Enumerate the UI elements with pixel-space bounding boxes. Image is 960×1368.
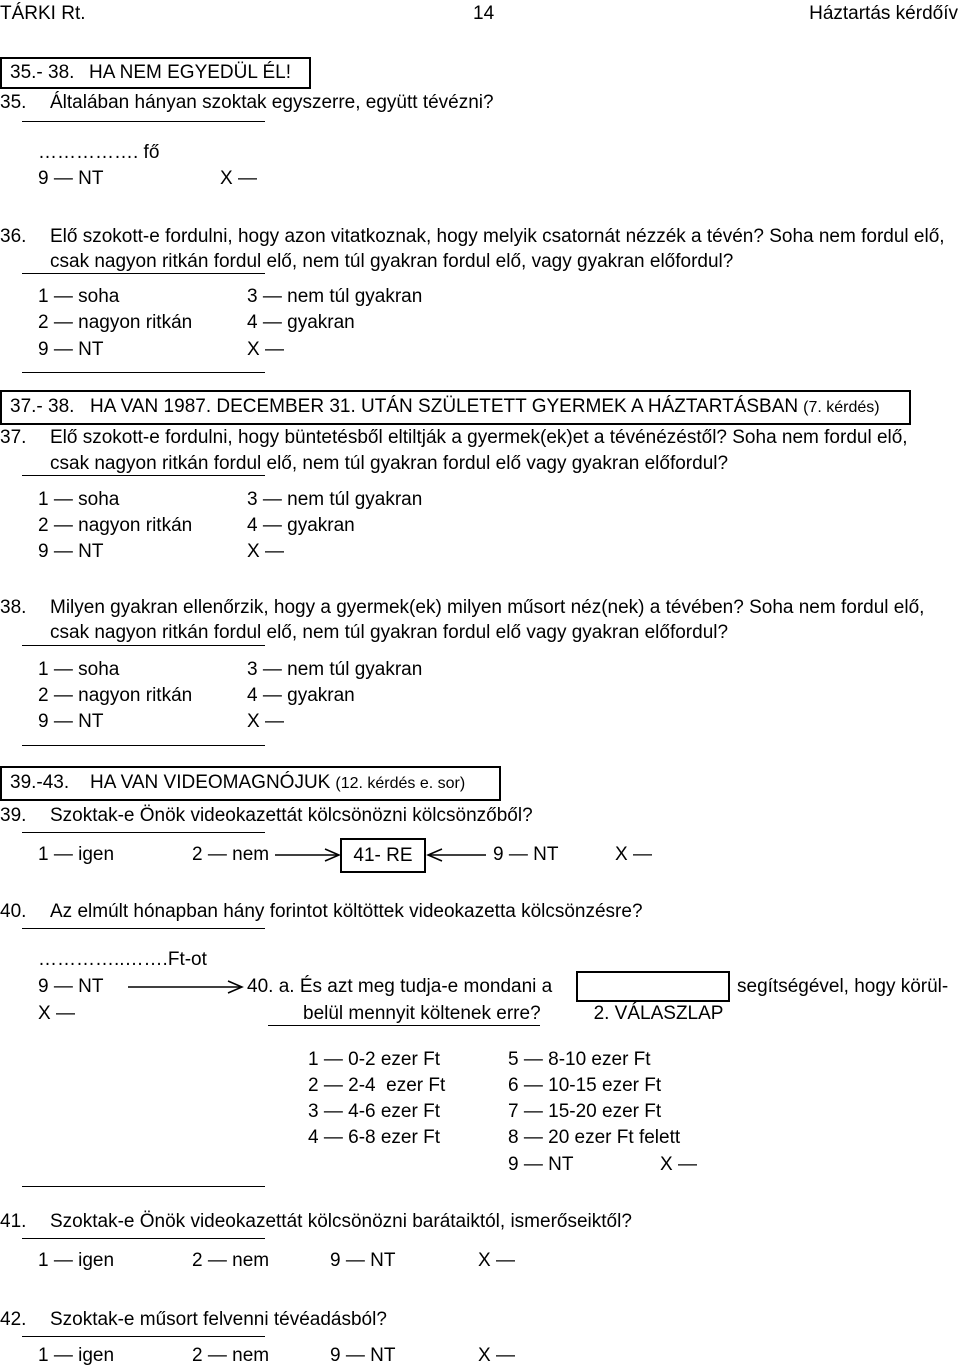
filter-condition-group <box>90 396 880 419</box>
question-divider <box>22 273 265 274</box>
answer-option: 1 — soha <box>38 659 120 680</box>
question-divider <box>22 475 265 476</box>
answer-option: 7 — 15-20 ezer Ft <box>508 1101 662 1122</box>
answer-option: 3 — nem túl gyakran <box>247 286 423 307</box>
answer-option: X — <box>478 1345 515 1366</box>
question-number: 40. <box>0 901 27 922</box>
answer-option: 1 — soha <box>38 286 120 307</box>
answer-option: 8 — 20 ezer Ft felett <box>508 1127 681 1148</box>
answer-option: 4 — 6-8 ezer Ft <box>308 1127 440 1148</box>
section-divider <box>22 1186 265 1187</box>
filter-box-39-43 <box>0 766 501 801</box>
question-text-line: Elő szokott-e fordulni, hogy büntetésből eltiltják a gyermek(ek)et a tévénézéstől? Soha nem fordul elő, <box>50 427 908 448</box>
answer-blank: ……………. fő <box>38 142 160 163</box>
question-divider <box>22 928 265 929</box>
answer-option: 2 — nem <box>192 1345 270 1366</box>
answer-option: 2 — nem <box>192 1250 270 1271</box>
answer-option: X — <box>615 844 652 865</box>
filter-condition: HA VAN 1987. DECEMBER 31. UTÁN SZÜLETETT GYERMEK A HÁZTARTÁSBAN <box>90 396 799 417</box>
filter-range: 35.- 38. <box>10 62 75 83</box>
answer-option: 3 — nem túl gyakran <box>247 659 423 680</box>
filter-range: 37.- 38. <box>10 396 75 417</box>
answer-option: 1 — soha <box>38 489 120 510</box>
answer-option: 1 — igen <box>38 1250 115 1271</box>
filter-range: 39.-43. <box>10 772 70 793</box>
response-card-box <box>576 971 730 1024</box>
filter-condition: HA VAN VIDEOMAGNÓJUK <box>90 772 331 793</box>
section-divider <box>22 372 265 373</box>
question-divider <box>22 645 265 646</box>
answer-option: 1 — igen <box>38 844 115 865</box>
answer-option: 9 — NT <box>38 168 104 189</box>
question-number: 35. <box>0 92 27 113</box>
answer-option: 1 — igen <box>38 1345 115 1366</box>
question-number: 36. <box>0 226 27 247</box>
answer-option: X — <box>220 168 257 189</box>
filter-condition: HA NEM EGYEDÜL ÉL! <box>89 62 292 83</box>
answer-option: 1 — 0-2 ezer Ft <box>308 1049 440 1070</box>
filter-box-35-38 <box>0 57 311 89</box>
answer-option: 9 — NT <box>38 976 104 997</box>
answer-option: 9 — NT <box>38 339 104 360</box>
answer-option: X — <box>247 541 284 562</box>
answer-option: 2 — nem <box>192 844 270 865</box>
filter-condition-group <box>90 772 465 795</box>
question-number: 41. <box>0 1211 27 1232</box>
followup-question-text: belül mennyit költenek erre? <box>303 1003 541 1024</box>
question-text: Az elmúlt hónapban hány forintot költöttek videokazetta kölcsönzésre? <box>50 901 643 922</box>
answer-option: X — <box>478 1250 515 1271</box>
answer-option: 2 — nagyon ritkán <box>38 312 193 333</box>
question-number: 37. <box>0 427 27 448</box>
answer-option: 9 — NT <box>508 1154 574 1175</box>
answer-option: X — <box>247 339 284 360</box>
answer-option: 9 — NT <box>38 711 104 732</box>
answer-blank: …………..…….Ft-ot <box>38 949 207 970</box>
answer-option: X — <box>660 1154 697 1175</box>
question-number: 39. <box>0 805 27 826</box>
followup-question-text: segítségével, hogy körül- <box>737 976 949 997</box>
question-divider <box>22 832 265 833</box>
filter-note: (7. kérdés) <box>803 399 880 416</box>
question-text-line: csak nagyon ritkán fordul elő, nem túl gyakran fordul elő vagy gyakran előfordul? <box>50 453 729 474</box>
question-divider <box>22 1238 265 1239</box>
question-text: Szoktak-e Önök videokazettát kölcsönözni kölcsönzőből? <box>50 805 533 826</box>
followup-question-text: 40. a. És azt meg tudja-e mondani a <box>247 976 553 997</box>
answer-option: 2 — nagyon ritkán <box>38 685 193 706</box>
question-divider <box>22 121 265 122</box>
question-text-line: csak nagyon ritkán fordul elő, nem túl gyakran fordul elő vagy gyakran előfordul? <box>50 622 729 643</box>
answer-option: 9 — NT <box>493 844 559 865</box>
question-text: Általában hányan szoktak egyszerre, együtt tévézni? <box>50 92 494 113</box>
answer-option: 9 — NT <box>330 1250 396 1271</box>
answer-option: X — <box>247 711 284 732</box>
filter-note: (12. kérdés e. sor) <box>335 775 466 792</box>
question-text-line: Milyen gyakran ellenőrzik, hogy a gyermek(ek) milyen műsort néz(nek) a tévében? Soha nem fordul elő, <box>50 597 925 618</box>
arrow-right-icon <box>275 846 341 864</box>
answer-option: 9 — NT <box>330 1345 396 1366</box>
skip-instruction: 41- RE <box>353 845 413 866</box>
section-divider <box>22 745 265 746</box>
question-text-line: Elő szokott-e fordulni, hogy azon vitatkoznak, hogy melyik csatornát nézzék a tévén? Soha nem fordul elő, <box>50 226 945 247</box>
answer-option: 4 — gyakran <box>247 515 355 536</box>
answer-option: X — <box>38 1003 75 1024</box>
answer-option: 3 — nem túl gyakran <box>247 489 423 510</box>
arrow-left-icon <box>428 846 486 864</box>
filter-box-37-38 <box>0 390 911 425</box>
response-card-label: 2. VÁLASZLAP <box>593 1003 724 1024</box>
page-number: 14 <box>473 3 495 24</box>
question-number: 38. <box>0 597 27 618</box>
question-number: 42. <box>0 1309 27 1330</box>
organization-name: TÁRKI Rt. <box>0 3 86 24</box>
answer-option: 2 — 2-4 ezer Ft <box>308 1075 446 1096</box>
question-divider <box>22 1336 265 1337</box>
answer-option: 9 — NT <box>38 541 104 562</box>
answer-option: 3 — 4-6 ezer Ft <box>308 1101 440 1122</box>
arrow-right-icon <box>128 978 244 996</box>
answer-option: 2 — nagyon ritkán <box>38 515 193 536</box>
question-divider <box>268 1025 540 1026</box>
answer-option: 4 — gyakran <box>247 312 355 333</box>
answer-option: 4 — gyakran <box>247 685 355 706</box>
question-text: Szoktak-e Önök videokazettát kölcsönözni barátaiktól, ismerőseiktől? <box>50 1211 632 1232</box>
question-text: Szoktak-e műsort felvenni tévéadásból? <box>50 1309 387 1330</box>
answer-option: 5 — 8-10 ezer Ft <box>508 1049 651 1070</box>
document-title: Háztartás kérdőív <box>809 3 958 24</box>
question-text-line: csak nagyon ritkán fordul elő, nem túl gyakran fordul elő, vagy gyakran előfordul? <box>50 251 734 272</box>
skip-instruction-box <box>340 838 426 873</box>
answer-option: 6 — 10-15 ezer Ft <box>508 1075 662 1096</box>
